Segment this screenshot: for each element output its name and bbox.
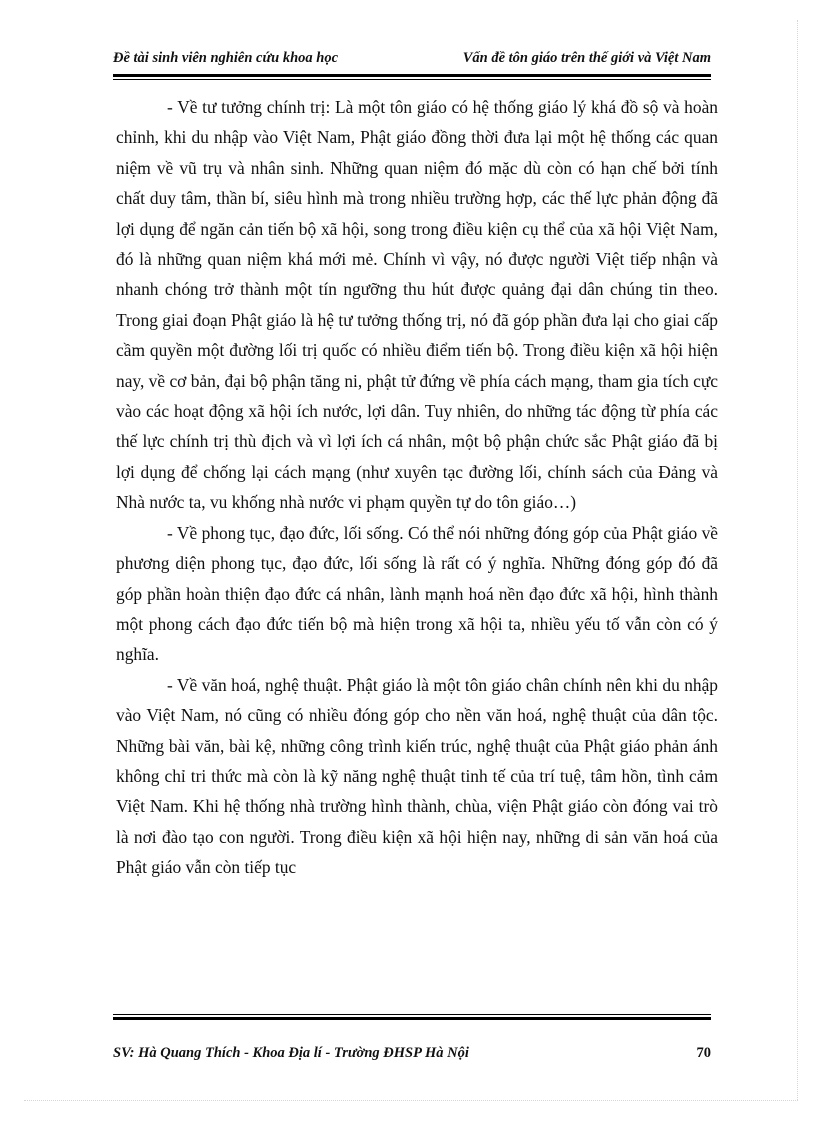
page-edge-right: [797, 20, 798, 1100]
paragraph-customs-morality: - Về phong tục, đạo đức, lối sống. Có thể nói những đóng góp của Phật giáo về phương diện phong tục, đạo đức, lối sống là rất có ý nghĩa. Những đóng góp đó đã góp phần hoàn thiện đạo đức cá nhân, lành mạnh hoá nền đạo đức xã hội, hình thành một phong cách đạo đức tiến bộ mà hiện trong xã hội ta, nhiều yếu tố vẫn còn có ý nghĩa.: [116, 522, 718, 665]
body-text: [116, 92, 718, 883]
header-left-text: Đề tài sinh viên nghiên cứu khoa học: [113, 50, 339, 66]
paragraph-culture-art: - Về văn hoá, nghệ thuật. Phật giáo là một tôn giáo chân chính nên khi du nhập vào Việt Nam, nó cũng có nhiều đóng góp cho nền văn hoá, nghệ thuật của dân tộc. Những bài văn, bài kệ, những công trình kiến trúc, nghệ thuật của Phật giáo phản ánh không chỉ tri thức mà còn là kỹ năng nghệ thuật tinh tế của trí tuệ, tâm hồn, tình cảm Việt Nam. Khi hệ thống nhà trường hình thành, chùa, viện Phật giáo còn đóng vai trò là nơi đào tạo con người. Trong điều kiện xã hội hiện nay, những di sản văn hoá của Phật giáo vẫn còn tiếp tục: [116, 674, 718, 878]
page-number: 70: [696, 1045, 711, 1061]
footer-author-text: SV: Hà Quang Thích - Khoa Địa lí - Trường ĐHSP Hà Nội: [113, 1045, 469, 1061]
paragraph-political-ideology: - Về tư tưởng chính trị: Là một tôn giáo có hệ thống giáo lý khá đồ sộ và hoàn chỉnh, khi du nhập vào Việt Nam, Phật giáo đồng thời đưa lại một hệ thống các quan niệm về vũ trụ và nhân sinh. Những quan niệm đó mặc dù còn có hạn chế bởi tính chất duy tâm, thần bí, siêu hình mà trong nhiều trường hợp, các thế lực phản động đã lợi dụng để ngăn cản tiến bộ xã hội, song trong điều kiện cụ thể của xã hội Việt Nam, đó là những quan niệm khá mới mẻ. Chính vì vậy, nó được người Việt tiếp nhận và nhanh chóng trở thành một tín ngưỡng thu hút được quảng đại dân chúng tin theo. Trong giai đoạn Phật giáo là hệ tư tưởng thống trị, nó đã góp phần đưa lại cho giai cấp cầm quyền một đường lối trị quốc có nhiều điểm tiến bộ. Trong điều kiện xã hội hiện nay, về cơ bản, đại bộ phận tăng ni, phật tử đứng về phía cách mạng, tham gia tích cực vào các hoạt động xã hội ích nước, lợi dân. Tuy nhiên, do những tác động từ phía các thế lực chính trị thù địch và vì lợi ích cá nhân, một bộ phận chức sắc Phật giáo đã bị lợi dụng để chống lại cách mạng (như xuyên tạc đường lối, chính sách của Đảng và Nhà nước ta, vu khống nhà nước vi phạm quyền tự do tôn giáo…): [116, 97, 718, 513]
header-right-text: Vấn đề tôn giáo trên thế giới và Việt Nam: [462, 50, 711, 66]
page-header: [113, 46, 711, 72]
header-rule-thin: [113, 79, 711, 80]
page-footer: [113, 1045, 711, 1069]
header-rule-thick: [113, 74, 711, 77]
footer-rule-thick: [113, 1017, 711, 1020]
page-edge-bottom: [24, 1100, 798, 1101]
footer-rule-thin: [113, 1014, 711, 1015]
